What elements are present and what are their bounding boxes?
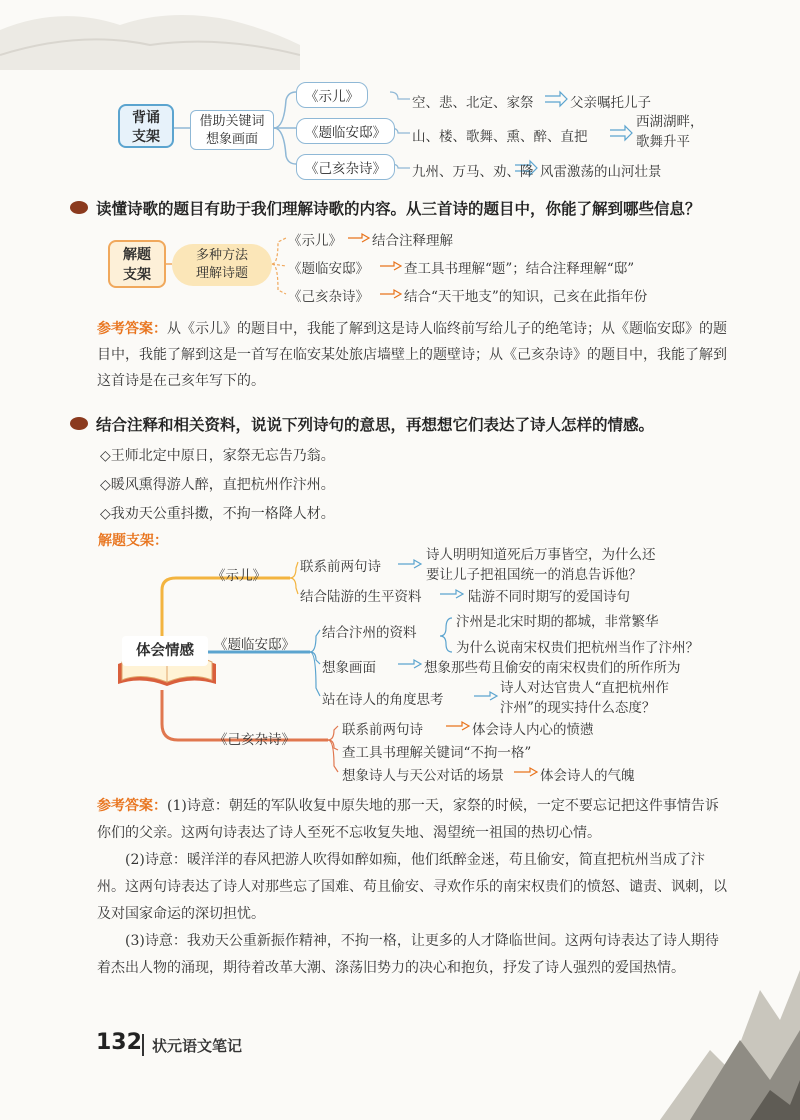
mindmap-poem1-method2: 结合陆游的生平资料 [300, 589, 422, 605]
page-number: 132 [96, 1030, 142, 1055]
mindmap-poem1-result1-l2: 要让儿子把祖国统一的消息告诉他？ [426, 567, 642, 583]
poem-title-ji-hai-za-shi: 《己亥杂诗》 [296, 154, 395, 180]
question-bullet-icon [70, 201, 88, 214]
q1-method-l1: 多种方法 [195, 248, 248, 263]
result-ti-lin-an-di [636, 112, 704, 152]
result-shi-er: 父亲嘱托儿子 [570, 95, 651, 111]
mindmap-poem2-method3: 站在诗人的角度思考 [322, 692, 444, 708]
mindmap-poem3-result1: 体会诗人内心的愤懑 [472, 722, 594, 738]
mindmap-poem3-title: 《己亥杂诗》 [214, 732, 295, 748]
mindmap-poem2-method1: 结合汴州的资料 [322, 625, 417, 641]
q1-item-1-text: 结合注释理解 [372, 233, 453, 249]
poem-title-ti-lin-an-di: 《题临安邸》 [296, 118, 395, 144]
q2-frame-label: 解题支架： [98, 533, 168, 549]
mindmap-poem2-result3-l2: 汴州”的现实持什么态度？ [500, 700, 656, 716]
recite-method-l1: 借助关键词 [199, 114, 265, 129]
question-1-text: 读懂诗歌的题目有助于我们理解诗歌的内容。从三首诗的题目中，你能了解到哪些信息？ [96, 200, 701, 218]
mindmap-poem2-result3-l1: 诗人对达官贵人“直把杭州作 [500, 680, 669, 696]
recite-method-l2: 想象画面 [205, 132, 258, 147]
mindmap-poem2-result1-l2: 为什么说南宋权贵们把杭州当作了汴州？ [456, 640, 699, 656]
q1-frame-l1: 解题 [123, 247, 151, 263]
poem-line-2: ◇暖风熏得游人醉，直把杭州作汴州。 [100, 477, 335, 493]
mindmap-poem1-result1 [426, 545, 656, 585]
mindmap-poem3-result3: 体会诗人的气魄 [540, 768, 635, 784]
mindmap-poem2-result3 [500, 678, 669, 718]
mindmap-poem2-method2: 想象画面 [322, 660, 376, 676]
q1-answer-text: 从《示儿》的题目中，我能了解到这是诗人临终前写给儿子的绝笔诗；从《题临安邸》的题目中，我能了解到这是一首写在临安某处旅店墙壁上的题壁诗；从《己亥杂诗》的题目中，我能了解到这首诗是在己亥年写下的。 [97, 321, 727, 389]
emotion-center-node: 体会情感 [122, 636, 208, 666]
result-ti-lin-an-di-l1: 西湖湖畔， [636, 114, 704, 130]
q2-answer-label: 参考答案： [97, 798, 167, 814]
q2-answer-2: (2)诗意：暖洋洋的春风把游人吹得如醉如痴，他们纸醉金迷，苟且偷安，简直把杭州当成了汴州。这两句诗表达了诗人对那些忘了国难、苟且偷安、寻欢作乐的南宋权贵们的愤怒、谴责、讽刺，以及对国家命运的深切担忧。 [97, 852, 727, 922]
mindmap-poem2-result2: 想象那些苟且偷安的南宋权贵们的所作所为 [424, 660, 681, 676]
result-ti-lin-an-di-l2: 歌舞升平 [636, 134, 690, 150]
mindmap-poem1-method1: 联系前两句诗 [300, 559, 381, 575]
result-ji-hai-za-shi: 风雷激荡的山河壮景 [540, 164, 662, 180]
q1-frame-l2: 支架 [123, 267, 151, 283]
footer-divider [142, 1034, 144, 1056]
q1-answer [97, 316, 727, 394]
q1-item-2-title: 《题临安邸》 [288, 261, 369, 277]
q2-answers [97, 793, 727, 982]
recite-method-box [190, 110, 274, 150]
question-2-text: 结合注释和相关资料，说说下列诗句的意思，再想想它们表达了诗人怎样的情感。 [96, 416, 655, 434]
q1-answer-label: 参考答案： [97, 321, 167, 337]
mindmap-poem1-result1-l1: 诗人明明知道死后万事皆空，为什么还 [426, 547, 656, 563]
recite-frame-connectors [0, 0, 800, 190]
q1-item-1-title: 《示儿》 [288, 233, 342, 249]
q2-answer-1 [97, 793, 727, 847]
q1-item-2-text: 查工具书理解“题”；结合注释理解“邸” [404, 261, 635, 277]
keywords-ti-lin-an-di: 山、楼、歌舞、熏、醉、直把 [412, 129, 588, 145]
recite-frame-label-l2: 支架 [132, 129, 160, 145]
mindmap-poem3-method1: 联系前两句诗 [342, 722, 423, 738]
keywords-shi-er: 空、悲、北定、家祭 [412, 95, 534, 111]
poem-title-shi-er: 《示儿》 [296, 82, 368, 108]
q1-item-3-title: 《己亥杂诗》 [288, 289, 369, 305]
q1-frame-box [108, 240, 166, 288]
recite-frame-box [118, 104, 174, 148]
mindmap-poem2-result1-l1: 汴州是北宋时期的都城，非常繁华 [456, 614, 659, 630]
book-title: 状元语文笔记 [152, 1037, 243, 1055]
poem-line-1: ◇王师北定中原日，家祭无忘告乃翁。 [100, 448, 335, 464]
mindmap-poem3-method2: 查工具书理解关键词“不拘一格” [342, 745, 532, 761]
poem-line-3: ◇我劝天公重抖擞，不拘一格降人材。 [100, 506, 335, 522]
q1-method-l2: 理解诗题 [195, 266, 248, 281]
mindmap-poem1-title: 《示儿》 [212, 568, 266, 584]
mindmap-poem2-result1 [456, 609, 699, 661]
recite-frame-label-l1: 背诵 [132, 110, 160, 126]
question-bullet-icon [70, 417, 88, 430]
keywords-ji-hai-za-shi: 九州、万马、劝、降 [412, 164, 534, 180]
mindmap-poem3-method3: 想象诗人与天公对话的场景 [342, 768, 504, 784]
q2-answer-3: (3)诗意：我劝天公重新振作精神，不拘一格，让更多的人才降临世间。这两句诗表达了诗人期待着杰出人物的涌现，期待着改革大潮、涤荡旧势力的决心和抱负，抒发了诗人强烈的爱国热情。 [97, 933, 719, 976]
mindmap-poem2-title: 《题临安邸》 [214, 637, 295, 653]
q1-item-3-text: 结合“天干地支”的知识，己亥在此指年份 [404, 289, 648, 305]
mindmap-poem1-result2: 陆游不同时期写的爱国诗句 [468, 589, 630, 605]
q1-method-oval [172, 244, 272, 286]
q2-answer-1-text: (1)诗意：朝廷的军队收复中原失地的那一天，家祭的时候，一定不要忘记把这件事情告诉你们的父亲。这两句诗表达了诗人至死不忘收复失地、渴望统一祖国的热切心情。 [97, 798, 719, 841]
